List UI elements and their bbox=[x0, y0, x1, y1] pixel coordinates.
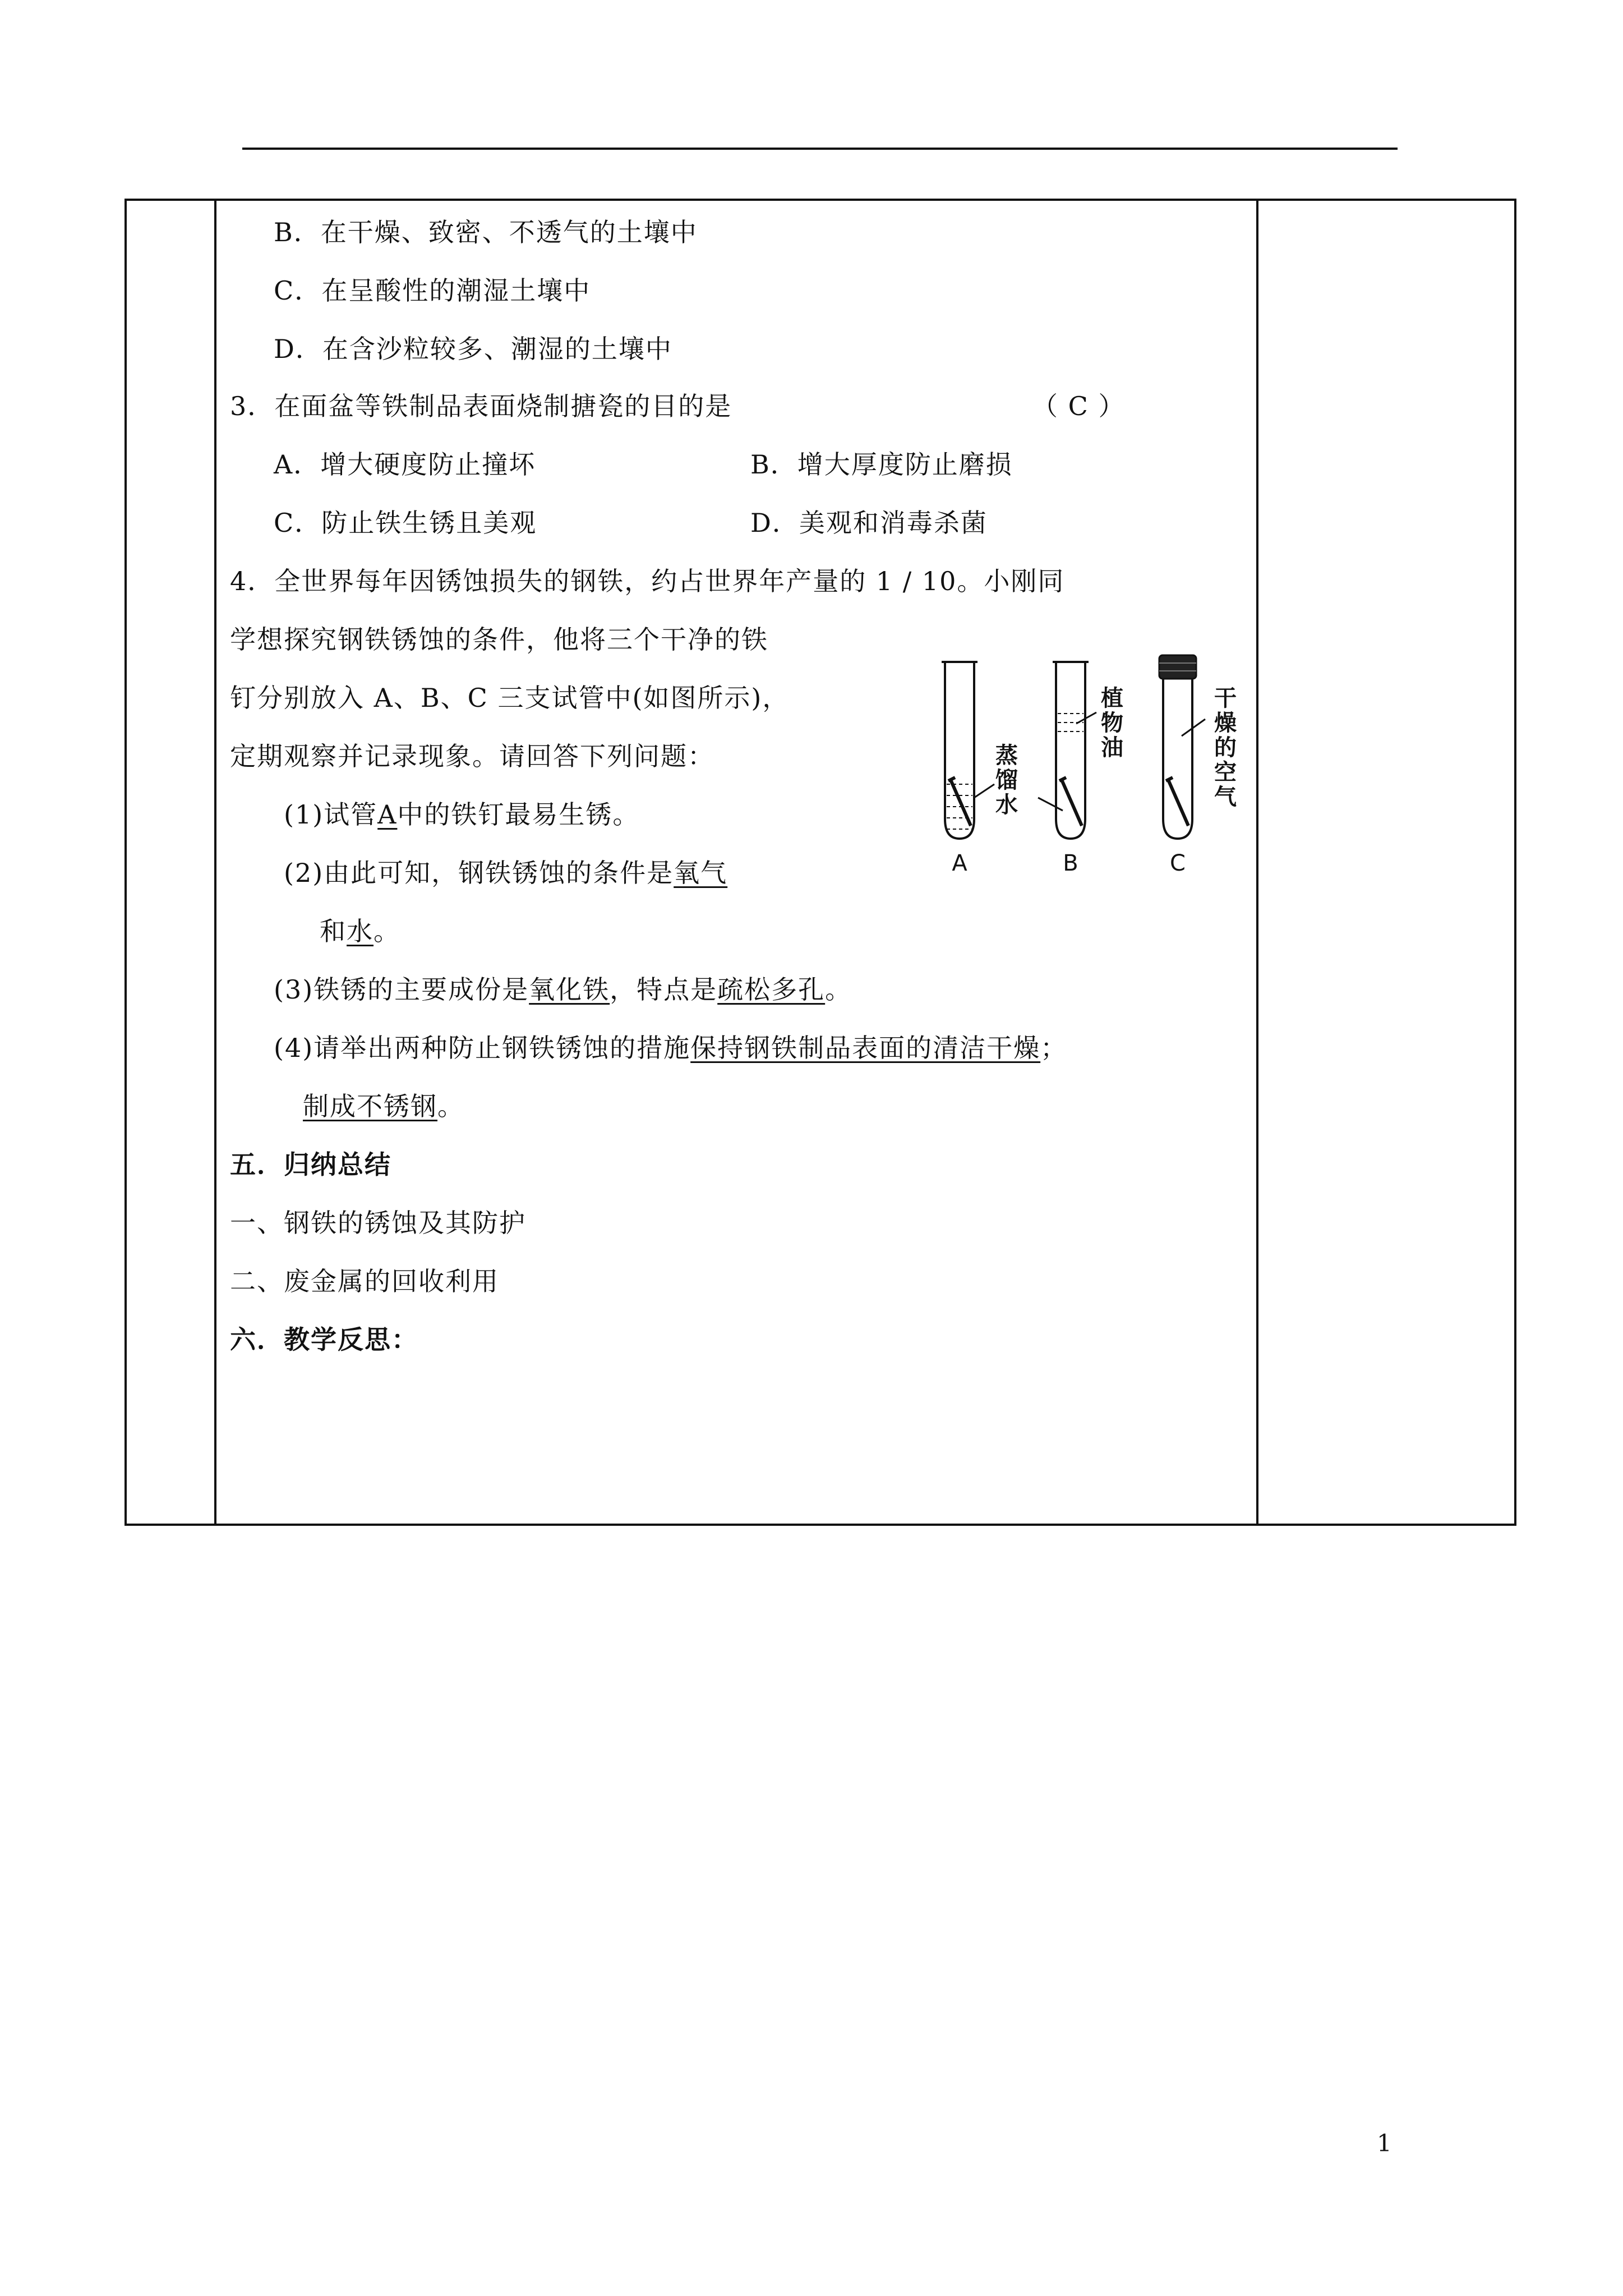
table-column-divider-left bbox=[214, 201, 216, 1524]
oil-label-char-2: 物 bbox=[1101, 710, 1123, 736]
q4-part-3-answer-2: 疏松多孔 bbox=[717, 974, 826, 1005]
q4-part-4-text-end: 。 bbox=[437, 1091, 464, 1121]
q4-part-4-text: (4)请举出两种防止钢铁锈蚀的措施 bbox=[274, 1033, 691, 1063]
water-label-char-1: 蒸 bbox=[995, 743, 1018, 769]
q4-part-2-answer-2: 水 bbox=[347, 916, 374, 946]
q3-option-c: C．防止铁生锈且美观 bbox=[274, 508, 537, 538]
reflection-heading: 六．教学反思： bbox=[230, 1324, 418, 1355]
q3-answer: （ C ） bbox=[1032, 391, 1126, 421]
q4-part-3-text-mid: ，特点是 bbox=[610, 974, 718, 1005]
q4-part-4-separator: ； bbox=[1040, 1033, 1068, 1063]
summary-item-1: 一、钢铁的锈蚀及其防护 bbox=[230, 1208, 526, 1238]
header-rule bbox=[242, 148, 1398, 150]
q4-part-1-text: (1)试管 bbox=[284, 799, 378, 830]
q3-stem: 3．在面盆等铁制品表面烧制搪瓷的目的是 bbox=[230, 391, 732, 421]
oil-label-char-3: 油 bbox=[1101, 735, 1123, 761]
air-label-char-5: 气 bbox=[1214, 784, 1237, 810]
test-tube-b bbox=[1038, 662, 1096, 839]
q3-option-b: B．增大厚度防止磨损 bbox=[750, 449, 1013, 480]
q4-part-4 bbox=[274, 1031, 1067, 1065]
summary-heading: 五．归纳总结 bbox=[230, 1149, 391, 1180]
oil-label-char-1: 植 bbox=[1101, 685, 1123, 711]
q2-option-c: C．在呈酸性的潮湿土壤中 bbox=[274, 275, 591, 306]
q4-part-3-text: (3)铁锈的主要成份是 bbox=[274, 974, 529, 1005]
q4-line-1: 4．全世界每年因锈蚀损失的钢铁，约占世界年产量的 1 / 10。小刚同 bbox=[230, 566, 1065, 596]
q4-part-2 bbox=[284, 856, 727, 890]
air-label-char-4: 空 bbox=[1214, 760, 1237, 785]
tube-c-label: C bbox=[1170, 850, 1186, 876]
q2-option-b: B．在干燥、致密、不透气的土壤中 bbox=[274, 217, 698, 247]
water-label-char-3: 水 bbox=[995, 792, 1018, 818]
q3-option-d: D．美观和消毒杀菌 bbox=[750, 508, 988, 538]
q4-part-3-text-end: 。 bbox=[825, 974, 852, 1005]
q3-option-a: A．增大硬度防止撞坏 bbox=[274, 449, 536, 480]
q2-option-d: D．在含沙粒较多、潮湿的土壤中 bbox=[274, 334, 672, 364]
q4-line-2: 学想探究钢铁锈蚀的条件，他将三个干净的铁 bbox=[230, 624, 768, 655]
tube-a-label: A bbox=[952, 850, 967, 876]
q4-part-1-text-end: 中的铁钉最易生锈。 bbox=[397, 799, 640, 830]
air-label-char-3: 的 bbox=[1214, 735, 1237, 761]
q4-part-2-continued bbox=[320, 914, 400, 948]
q4-part-2-answer-1: 氧气 bbox=[674, 858, 728, 888]
test-tube-diagram bbox=[928, 651, 1253, 886]
table-column-divider-right bbox=[1256, 201, 1258, 1524]
air-label-char-2: 燥 bbox=[1214, 710, 1237, 736]
q4-part-4-answer-2: 制成不锈钢 bbox=[303, 1091, 437, 1121]
test-tube-a bbox=[942, 662, 994, 839]
tube-b-label: B bbox=[1063, 850, 1078, 876]
air-label-char-1: 干 bbox=[1214, 685, 1237, 711]
q4-part-2-text-end: 。 bbox=[374, 916, 400, 946]
test-tube-figure bbox=[928, 651, 1253, 886]
page-number: 1 bbox=[1377, 2129, 1392, 2157]
water-label-char-2: 馏 bbox=[995, 767, 1018, 793]
q4-part-1 bbox=[284, 798, 639, 831]
q4-part-4-answer-1: 保持钢铁制品表面的清洁干燥 bbox=[690, 1033, 1041, 1063]
q4-part-1-answer: A bbox=[377, 799, 398, 830]
q4-line-4: 定期观察并记录现象。请回答下列问题： bbox=[230, 741, 714, 771]
q4-line-3: 钉分别放入 A、B、C 三支试管中(如图所示)， bbox=[230, 683, 790, 713]
q4-part-2-text: (2)由此可知，钢铁锈蚀的条件是 bbox=[284, 858, 674, 888]
test-tube-c bbox=[1159, 655, 1205, 839]
q4-part-3-answer-1: 氧化铁 bbox=[529, 974, 610, 1005]
q4-part-2-and: 和 bbox=[320, 916, 347, 946]
q4-part-4-continued bbox=[303, 1089, 464, 1123]
q4-part-3 bbox=[274, 973, 852, 1006]
summary-item-2: 二、废金属的回收利用 bbox=[230, 1266, 499, 1296]
